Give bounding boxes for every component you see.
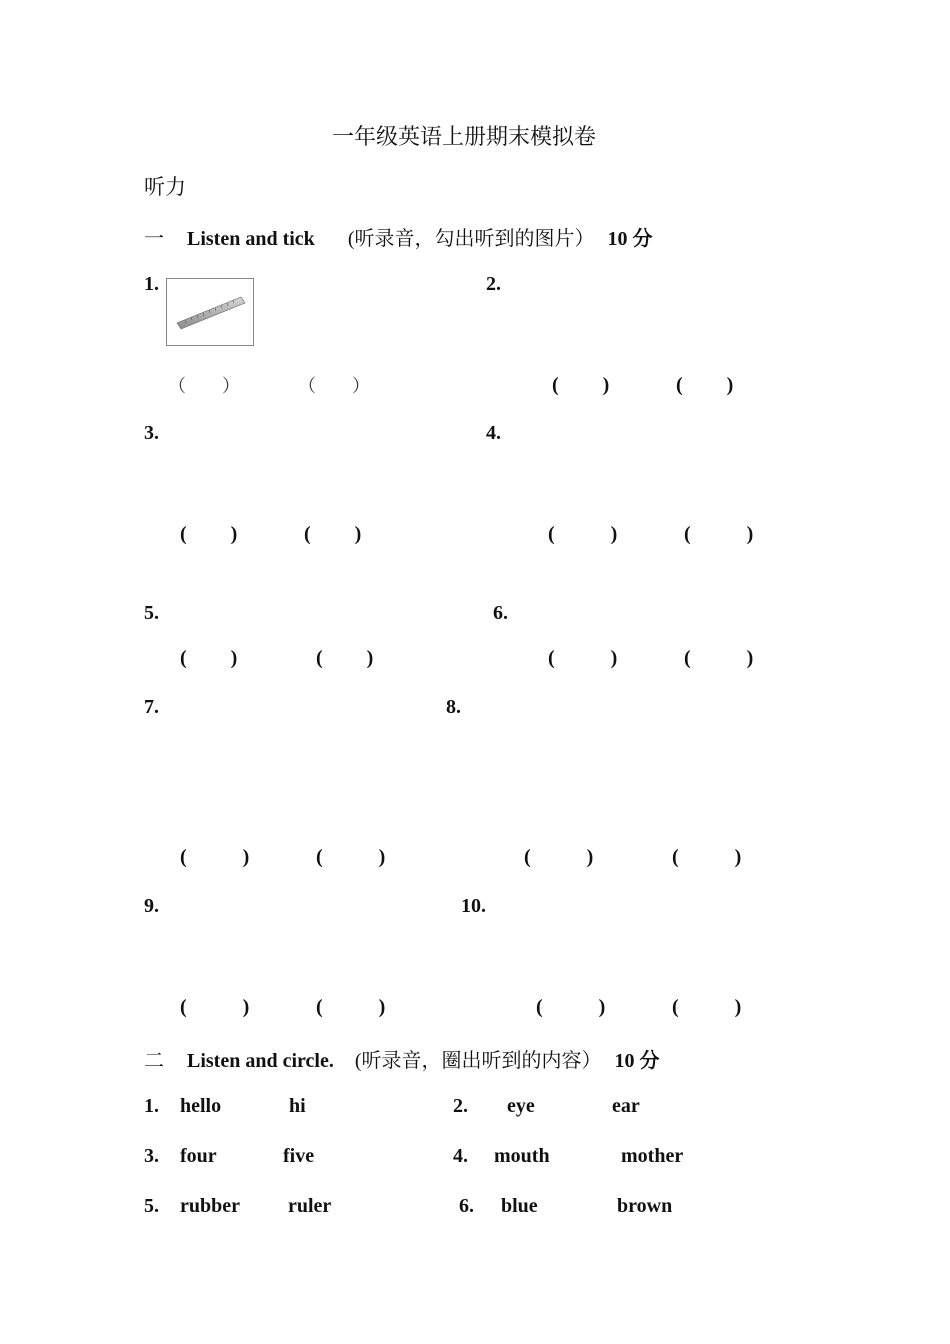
- answer-paren-4a[interactable]: ( ): [548, 523, 618, 545]
- answer-paren-9b[interactable]: ( ): [316, 996, 386, 1018]
- part2-note: (听录音，圈出听到的内容）: [354, 1050, 602, 1072]
- section-listening: 听力: [144, 175, 186, 199]
- answer-paren-10b[interactable]: ( ): [672, 996, 742, 1018]
- part2-number: 二: [144, 1050, 164, 1072]
- circle-option-mouth[interactable]: mouth: [494, 1145, 550, 1167]
- answer-paren-6a[interactable]: ( ): [548, 647, 618, 669]
- circle-option-five[interactable]: five: [283, 1145, 315, 1167]
- item-8-number: 8.: [446, 696, 461, 718]
- item-6-number: 6.: [493, 602, 508, 624]
- answer-paren-8a[interactable]: ( ): [524, 846, 594, 868]
- part1-points: 10 分: [607, 228, 653, 250]
- circle-option-four[interactable]: four: [180, 1145, 217, 1167]
- circle-option-hi[interactable]: hi: [289, 1095, 306, 1117]
- part1-number: 一: [144, 228, 164, 250]
- circle-option-rubber[interactable]: rubber: [180, 1195, 240, 1217]
- answer-paren-4b[interactable]: ( ): [684, 523, 754, 545]
- circle-item-5-number: 5.: [144, 1195, 159, 1217]
- part1-header: [144, 222, 652, 251]
- answer-paren-3b[interactable]: ( ): [304, 523, 362, 545]
- circle-item-6-number: 6.: [459, 1195, 474, 1217]
- answer-paren-6b[interactable]: ( ): [684, 647, 754, 669]
- circle-option-mother[interactable]: mother: [621, 1145, 684, 1167]
- circle-item-1-number: 1.: [144, 1095, 159, 1117]
- part2-heading: Listen and circle.: [187, 1050, 334, 1072]
- item-9-number: 9.: [144, 895, 159, 917]
- answer-paren-10a[interactable]: ( ): [536, 996, 606, 1018]
- part1-note: (听录音，勾出听到的图片）: [347, 228, 595, 250]
- answer-paren-1a[interactable]: （ ）: [168, 376, 240, 396]
- circle-option-ruler[interactable]: ruler: [288, 1195, 332, 1217]
- item-4-number: 4.: [486, 422, 501, 444]
- answer-paren-7b[interactable]: ( ): [316, 846, 386, 868]
- part1-heading: Listen and tick: [187, 228, 315, 250]
- answer-paren-7a[interactable]: ( ): [180, 846, 250, 868]
- circle-option-brown[interactable]: brown: [617, 1195, 673, 1217]
- item-1-picture: [166, 278, 254, 346]
- circle-option-eye[interactable]: eye: [507, 1095, 535, 1117]
- part2-header: [144, 1044, 660, 1073]
- item-5-number: 5.: [144, 602, 159, 624]
- circle-option-ear[interactable]: ear: [612, 1095, 640, 1117]
- answer-paren-8b[interactable]: ( ): [672, 846, 742, 868]
- page-title: 一年级英语上册期末模拟卷: [332, 124, 597, 149]
- ruler-icon: [167, 279, 253, 345]
- circle-item-3-number: 3.: [144, 1145, 159, 1167]
- circle-item-4-number: 4.: [453, 1145, 468, 1167]
- circle-option-hello[interactable]: hello: [180, 1095, 222, 1117]
- item-2-number: 2.: [486, 273, 501, 295]
- answer-paren-2b[interactable]: ( ): [676, 374, 734, 396]
- item-3-number: 3.: [144, 422, 159, 444]
- answer-paren-5b[interactable]: ( ): [316, 647, 374, 669]
- part2-points: 10 分: [614, 1050, 660, 1072]
- answer-paren-5a[interactable]: ( ): [180, 647, 238, 669]
- answer-paren-3a[interactable]: ( ): [180, 523, 238, 545]
- answer-paren-1b[interactable]: （ ）: [298, 376, 370, 396]
- answer-paren-9a[interactable]: ( ): [180, 996, 250, 1018]
- item-7-number: 7.: [144, 696, 159, 718]
- circle-option-blue[interactable]: blue: [501, 1195, 538, 1217]
- item-1-number: 1.: [144, 273, 159, 295]
- answer-paren-2a[interactable]: ( ): [552, 374, 610, 396]
- item-10-number: 10.: [461, 895, 486, 917]
- circle-item-2-number: 2.: [453, 1095, 468, 1117]
